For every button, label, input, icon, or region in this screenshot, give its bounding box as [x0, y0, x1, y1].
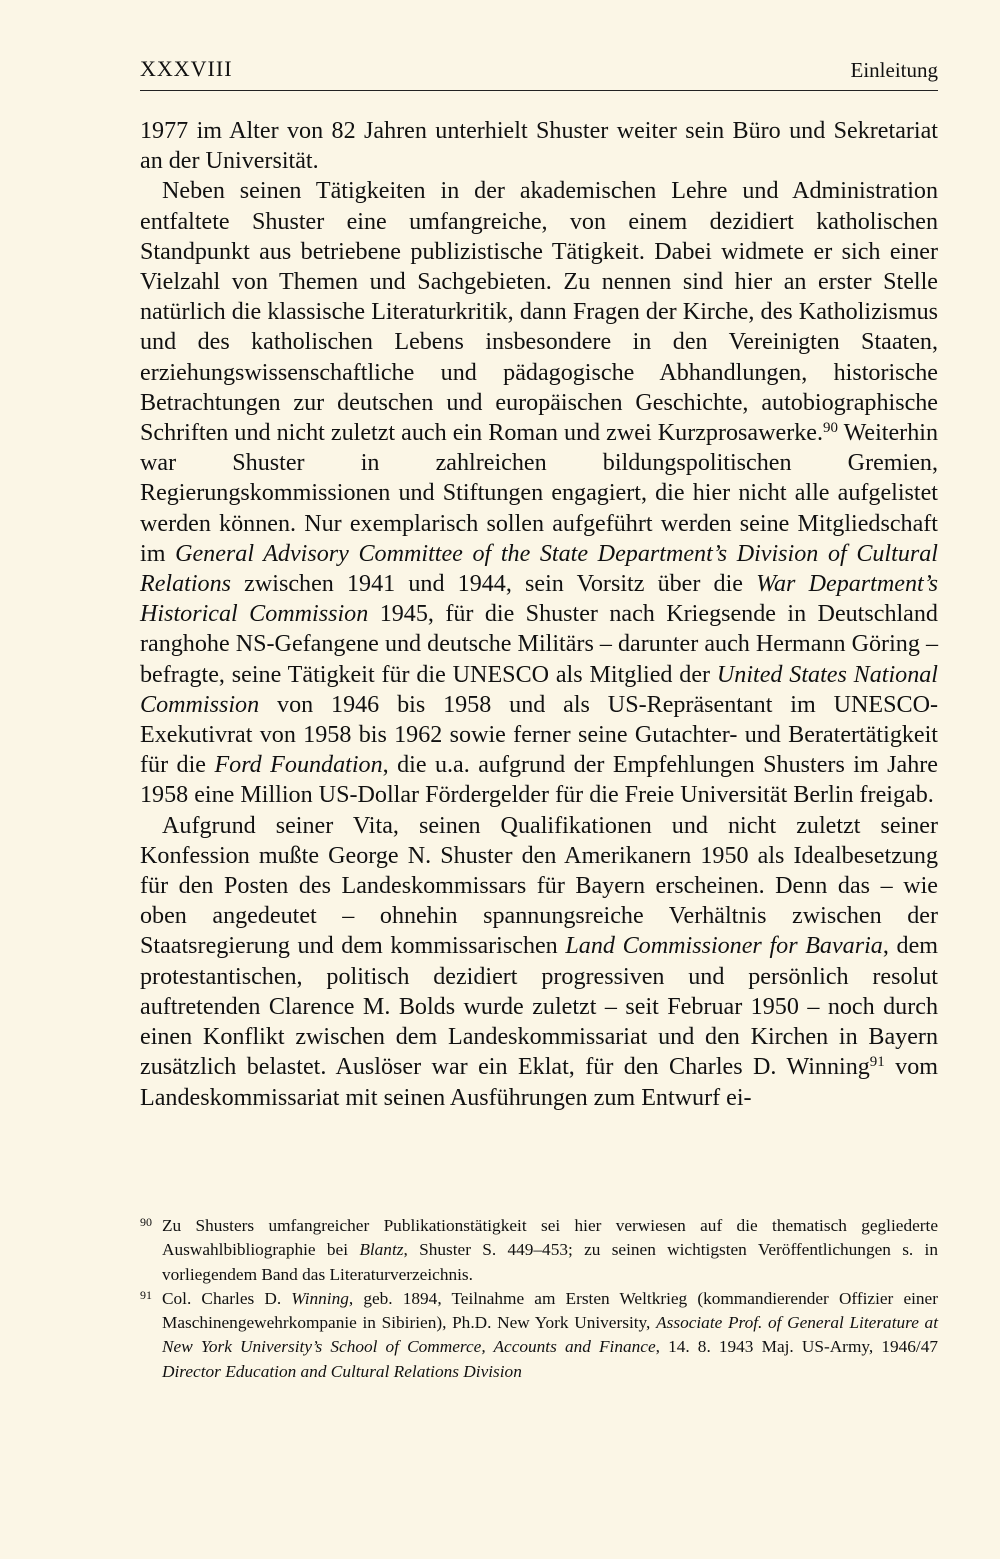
chapter-title: Einleitung [850, 58, 938, 82]
footnote-ref: 91 [869, 1054, 885, 1071]
text-run: , die u.a. aufgrund der Empfehlungen Shusters im Jahre 1958 eine Million US-Dollar Fördergelder für die Freie Universität Berlin freigab. [140, 752, 938, 809]
italic-text: General Advisory Committee of the State Department’s Division of Cultural Relations [140, 540, 938, 598]
paragraph [140, 116, 938, 176]
text-run: , geb. 1894, Teilnahme am Ersten Weltkrieg (kommandierender Offizier einer Maschinengewehrkompanie in Sibirien), Ph.D. New York University, [162, 1288, 938, 1333]
text-run: 1945, für die Shuster nach Kriegsende in Deutschland ranghohe NS-Gefangene und deutsche Militärs – darunter auch Hermann Göring – befragte, seine Tätigkeit für die UNESCO als Mitglied der [140, 601, 938, 688]
text-run: 1977 im Alter von 82 Jahren unterhielt Shuster weiter sein Büro und Sekretariat an der Universität. [140, 118, 938, 175]
text-run: , Shuster S. 449–453; zu seinen wichtigsten Veröffentlichungen s. in vorliegendem Band das Literaturverzeichnis. [162, 1240, 938, 1284]
text-run: Neben seinen Tätigkeiten in der akademischen Lehre und Administration entfaltete Shuster eine umfangreiche, von einem dezidiert katholischen Standpunkt aus betriebene publizistische Tätigkeit. Dabei widmete er sich einer Vielzahl von Themen und Sachgebieten. Zu nennen sind hier an erster Stelle natürlich die klassische Literaturkritik, dann Fragen der Kirche, des Katholizismus und des katholischen Lebens insbesondere in den Vereinigten Staaten, erziehungswissenschaftliche und pädagogische Abhandlungen, historische Betrachtungen zur deutschen und europäischen Geschichte, autobiographische Schriften und nicht zuletzt auch ein Roman und zwei Kurzprosawerke. [140, 178, 938, 447]
main-text [140, 116, 938, 1113]
italic-text: Land Commissioner for Bavaria [565, 933, 883, 960]
footnote-text [162, 1289, 938, 1381]
footnote-text [162, 1216, 938, 1284]
paragraph [140, 811, 938, 1113]
italic-text: Director Education and Cultural Relations Division [162, 1361, 522, 1381]
text-run: Zu Shusters umfangreicher Publikationstätigkeit sei hier verwiesen auf die thematisch gegliederte Auswahlbibliographie bei [162, 1216, 938, 1260]
text-run: vom Landeskommissariat mit seinen Ausführungen zum Entwurf ei- [140, 1054, 938, 1111]
footnote-ref: 90 [823, 419, 838, 436]
running-head [140, 50, 938, 91]
footnote [140, 1214, 938, 1287]
italic-text: Ford Foundation [214, 752, 383, 779]
italic-text: Associate Prof. of General Literature at New York University’s School of Commerce, Accounts and Finance [162, 1313, 938, 1357]
italic-text: United States National Commission [140, 661, 938, 718]
footnote-number: 91 [140, 1287, 152, 1302]
text-run: , dem protestantischen, politisch dezidiert progressiven und persönlich resolut auftretenden Clarence M. Bolds wurde zuletzt – seit Februar 1950 – noch durch einen Konflikt zwischen dem Landeskommissariat und den Kirchen in Bayern zusätzlich belastet. Auslöser war ein Eklat, für den Charles D. Winning [140, 933, 938, 1081]
text-run: zwischen 1941 und 1944, sein Vorsitz über die [231, 571, 757, 598]
text-run: Aufgrund seiner Vita, seinen Qualifikationen und nicht zuletzt seiner Konfession mußte George N. Shuster den Amerikanern 1950 als Idealbesetzung für den Posten des Landeskommissars für Bayern erscheinen. Denn das – wie oben angedeutet – ohnehin spannungsreiche Verhältnis zwischen der Staatsregierung und dem kommissarischen [140, 812, 938, 960]
page-number: XXXVIII [140, 56, 233, 81]
text-run: von 1946 bis 1958 und als US-Repräsentant im UNESCO-Exekutivrat von 1958 bis 1962 sowie ferner seine Gutachter- und Beratertätigkeit für die [140, 691, 938, 779]
paragraph [140, 176, 938, 810]
footnote-number: 90 [140, 1215, 152, 1229]
text-run: , 14. 8. 1943 Maj. US-Army, 1946/47 [655, 1337, 938, 1357]
footnote [140, 1287, 938, 1384]
italic-text: Winning [291, 1288, 349, 1308]
italic-text: War Department’s Historical Commission [140, 571, 938, 628]
text-run: Col. Charles D. [162, 1288, 292, 1308]
italic-text: Blantz [359, 1240, 404, 1260]
text-run: Weiterhin war Shuster in zahlreichen bildungspolitischen Gremien, Regierungskommissionen und Stiftungen engagiert, die hier nicht alle aufgelistet werden können. Nur exemplarisch sollen aufgeführt werden seine Mitgliedschaft im [140, 420, 938, 567]
footnotes [140, 1214, 938, 1384]
